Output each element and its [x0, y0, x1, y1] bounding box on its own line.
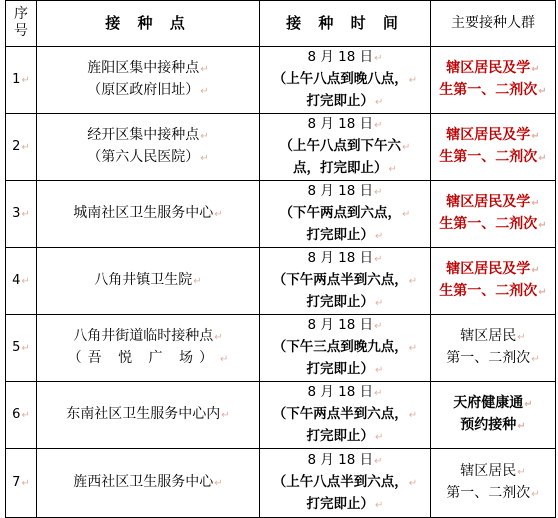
row-population — [431, 248, 556, 315]
paragraph-mark-icon: ↵ — [375, 365, 384, 376]
row-seq-text: 3 — [12, 206, 21, 221]
time-line — [260, 359, 430, 381]
site-text: 东南社区卫生服务中心内 — [66, 406, 221, 422]
paragraph-mark-icon: ↵ — [375, 298, 384, 309]
population-line — [431, 415, 555, 437]
paragraph-mark-icon: ↵ — [200, 64, 209, 75]
row-seq-text: 1 — [12, 72, 21, 87]
row-site — [37, 47, 260, 114]
time-line — [260, 158, 430, 180]
row-site — [37, 449, 260, 518]
table-row — [6, 114, 556, 181]
population-line — [431, 80, 555, 102]
row-seq-text: 7 — [12, 475, 21, 490]
row-seq-text: 5 — [12, 340, 21, 355]
paragraph-mark-icon: ↵ — [402, 209, 411, 220]
paragraph-mark-icon: ↵ — [531, 64, 540, 75]
row-time — [260, 248, 431, 315]
header-row — [6, 1, 556, 47]
time-line — [260, 292, 430, 314]
paragraph-mark-icon: ↵ — [21, 343, 30, 354]
population-text: 辖区居民及学 — [446, 261, 531, 277]
paragraph-mark-icon: ↵ — [402, 142, 411, 153]
time-text: 8 月 18 日 — [307, 250, 374, 266]
table-row — [6, 47, 556, 114]
time-line — [260, 270, 430, 292]
time-line — [260, 404, 430, 426]
population-text: 辖区居民及学 — [446, 127, 531, 143]
paragraph-mark-icon: ↵ — [374, 254, 383, 265]
site-text: 城南社区卫生服务中心 — [73, 205, 214, 221]
time-line — [260, 69, 430, 91]
time-line — [260, 248, 430, 270]
paragraph-mark-icon: ↵ — [374, 321, 383, 332]
paragraph-mark-icon: ↵ — [408, 75, 418, 86]
time-line — [260, 337, 430, 359]
paragraph-mark-icon: ↵ — [531, 131, 540, 142]
paragraph-mark-icon: ↵ — [375, 97, 384, 108]
row-seq — [6, 315, 37, 382]
header-population: 主要接种人群 — [431, 1, 556, 47]
paragraph-mark-icon: ↵ — [375, 231, 384, 242]
time-line — [260, 91, 430, 113]
paragraph-mark-icon: ↵ — [221, 410, 230, 421]
row-time — [260, 449, 431, 518]
site-text: 八角井街道临时接种点 — [73, 328, 214, 344]
site-text: 旌阳区集中接种点 — [87, 60, 200, 76]
time-text: （上午八点到晚八点， — [272, 71, 408, 87]
paragraph-mark-icon: ↵ — [408, 410, 418, 421]
paragraph-mark-icon: ↵ — [531, 198, 540, 209]
row-seq — [6, 449, 37, 518]
time-line — [260, 181, 430, 203]
population-line — [431, 281, 555, 303]
time-text: （下午两点到六点， — [279, 205, 402, 221]
paragraph-mark-icon: ↵ — [374, 120, 383, 131]
paragraph-mark-icon: ↵ — [374, 388, 383, 399]
time-line — [260, 494, 430, 516]
paragraph-mark-icon: ↵ — [200, 86, 209, 97]
paragraph-mark-icon: ↵ — [200, 153, 209, 164]
paragraph-mark-icon: ↵ — [214, 478, 223, 489]
site-text: 旌西社区卫生服务中心 — [73, 474, 214, 490]
paragraph-mark-icon: ↵ — [388, 164, 397, 175]
header-seq: 序号 — [6, 1, 37, 47]
row-seq — [6, 181, 37, 248]
site-text: （第六人民医院） — [87, 149, 200, 165]
time-line — [260, 114, 430, 136]
population-text: 第一、二剂次 — [446, 485, 531, 501]
population-line — [431, 259, 555, 281]
population-line — [431, 192, 555, 214]
time-line — [260, 450, 430, 472]
population-line — [431, 461, 555, 483]
paragraph-mark-icon: ↵ — [374, 456, 383, 467]
time-text: 8 月 18 日 — [307, 49, 374, 65]
site-line — [37, 147, 259, 169]
site-line — [37, 80, 259, 102]
site-line — [37, 125, 259, 147]
paragraph-mark-icon: ↵ — [21, 142, 30, 153]
population-text: 预约接种 — [460, 417, 517, 433]
site-line — [37, 58, 259, 80]
paragraph-mark-icon: ↵ — [214, 209, 223, 220]
time-text: 打完即止） — [306, 361, 375, 377]
site-line — [37, 472, 259, 494]
paragraph-mark-icon: ↵ — [531, 354, 540, 365]
site-text: 经开区集中接种点 — [87, 127, 200, 143]
population-text: 生第一、二剂次 — [439, 82, 538, 98]
row-seq — [6, 382, 37, 449]
population-line — [431, 348, 555, 370]
table-row — [6, 315, 556, 382]
time-line — [260, 47, 430, 69]
time-text: 打完即止） — [306, 428, 375, 444]
time-line — [260, 472, 430, 494]
row-time — [260, 181, 431, 248]
row-seq — [6, 47, 37, 114]
row-population — [431, 382, 556, 449]
row-time — [260, 382, 431, 449]
population-text: 辖区居民及学 — [446, 194, 531, 210]
population-text: 生第一、二剂次 — [439, 216, 538, 232]
time-text: （上午八点半到六点， — [272, 474, 408, 490]
time-text: 8 月 18 日 — [307, 384, 374, 400]
time-text: 点，打完即止） — [293, 160, 388, 176]
paragraph-mark-icon: ↵ — [408, 276, 418, 287]
site-text: 八角井镇卫生院 — [94, 272, 193, 288]
vaccination-sites-table — [5, 0, 556, 518]
paragraph-mark-icon: ↵ — [524, 399, 533, 410]
paragraph-mark-icon: ↵ — [219, 354, 229, 365]
paragraph-mark-icon: ↵ — [517, 332, 526, 343]
row-site — [37, 315, 260, 382]
paragraph-mark-icon: ↵ — [193, 276, 202, 287]
paragraph-mark-icon: ↵ — [21, 478, 30, 489]
population-line — [431, 214, 555, 236]
paragraph-mark-icon: ↵ — [214, 332, 223, 343]
time-text: 打完即止） — [306, 227, 375, 243]
header-time: 接 种 时 间 — [260, 1, 431, 47]
time-text: 打完即止） — [306, 294, 375, 310]
row-seq-text: 2 — [12, 139, 21, 154]
table-row — [6, 382, 556, 449]
row-seq — [6, 248, 37, 315]
population-line — [431, 483, 555, 505]
population-line — [431, 393, 555, 415]
row-site — [37, 114, 260, 181]
time-text: 8 月 18 日 — [307, 116, 374, 132]
time-text: 打完即止） — [306, 93, 375, 109]
time-text: （下午两点半到六点， — [272, 406, 408, 422]
time-line — [260, 382, 430, 404]
row-population — [431, 449, 556, 518]
population-line — [431, 326, 555, 348]
population-line — [431, 58, 555, 80]
paragraph-mark-icon: ↵ — [21, 75, 30, 86]
row-site — [37, 248, 260, 315]
paragraph-mark-icon: ↵ — [538, 220, 547, 231]
site-line — [37, 348, 259, 370]
table-row — [6, 449, 556, 518]
row-seq-text: 6 — [12, 407, 21, 422]
row-population — [431, 315, 556, 382]
header-site: 接 种 点 — [37, 1, 260, 47]
site-line — [37, 404, 259, 426]
paragraph-mark-icon: ↵ — [538, 153, 547, 164]
population-text: 天府健康通 — [453, 395, 524, 411]
table-row — [6, 248, 556, 315]
row-site — [37, 382, 260, 449]
paragraph-mark-icon: ↵ — [531, 489, 540, 500]
paragraph-mark-icon: ↵ — [538, 287, 547, 298]
population-text: 辖区居民及学 — [446, 60, 531, 76]
time-text: 打完即止） — [306, 496, 375, 512]
paragraph-mark-icon: ↵ — [375, 432, 384, 443]
time-line — [260, 203, 430, 225]
site-text: （原区政府旧址） — [87, 82, 200, 98]
row-time — [260, 315, 431, 382]
time-text: （上午八点到下午六 — [279, 138, 402, 154]
paragraph-mark-icon: ↵ — [21, 276, 30, 287]
row-population — [431, 114, 556, 181]
time-text: 8 月 18 日 — [307, 183, 374, 199]
paragraph-mark-icon: ↵ — [375, 500, 384, 511]
paragraph-mark-icon: ↵ — [531, 265, 540, 276]
paragraph-mark-icon: ↵ — [374, 53, 383, 64]
population-text: 辖区居民 — [460, 463, 517, 479]
population-text: 辖区居民 — [460, 328, 517, 344]
time-line — [260, 426, 430, 448]
row-site — [37, 181, 260, 248]
row-population — [431, 181, 556, 248]
time-text: 8 月 18 日 — [307, 452, 374, 468]
population-line — [431, 125, 555, 147]
time-text: （下午三点到晚九点， — [272, 339, 408, 355]
time-line — [260, 315, 430, 337]
time-line — [260, 225, 430, 247]
site-line — [37, 326, 259, 348]
paragraph-mark-icon: ↵ — [517, 467, 526, 478]
site-line — [37, 203, 259, 225]
population-text: 生第一、二剂次 — [439, 283, 538, 299]
population-text: 第一、二剂次 — [446, 350, 531, 366]
table-row — [6, 181, 556, 248]
row-time — [260, 114, 431, 181]
row-time — [260, 47, 431, 114]
paragraph-mark-icon: ↵ — [200, 131, 209, 142]
time-line — [260, 136, 430, 158]
paragraph-mark-icon: ↵ — [538, 86, 547, 97]
paragraph-mark-icon: ↵ — [21, 410, 30, 421]
population-line — [431, 147, 555, 169]
paragraph-mark-icon: ↵ — [408, 343, 418, 354]
table-body — [6, 47, 556, 518]
time-text: （下午两点半到六点， — [272, 272, 408, 288]
population-text: 生第一、二剂次 — [439, 149, 538, 165]
paragraph-mark-icon: ↵ — [374, 187, 383, 198]
row-population — [431, 47, 556, 114]
site-line — [37, 270, 259, 292]
row-seq — [6, 114, 37, 181]
paragraph-mark-icon: ↵ — [408, 478, 418, 489]
paragraph-mark-icon: ↵ — [517, 421, 526, 432]
site-text: （吾 悦 广 场） — [67, 350, 219, 366]
time-text: 8 月 18 日 — [307, 317, 374, 333]
row-seq-text: 4 — [12, 273, 21, 288]
paragraph-mark-icon: ↵ — [21, 209, 30, 220]
